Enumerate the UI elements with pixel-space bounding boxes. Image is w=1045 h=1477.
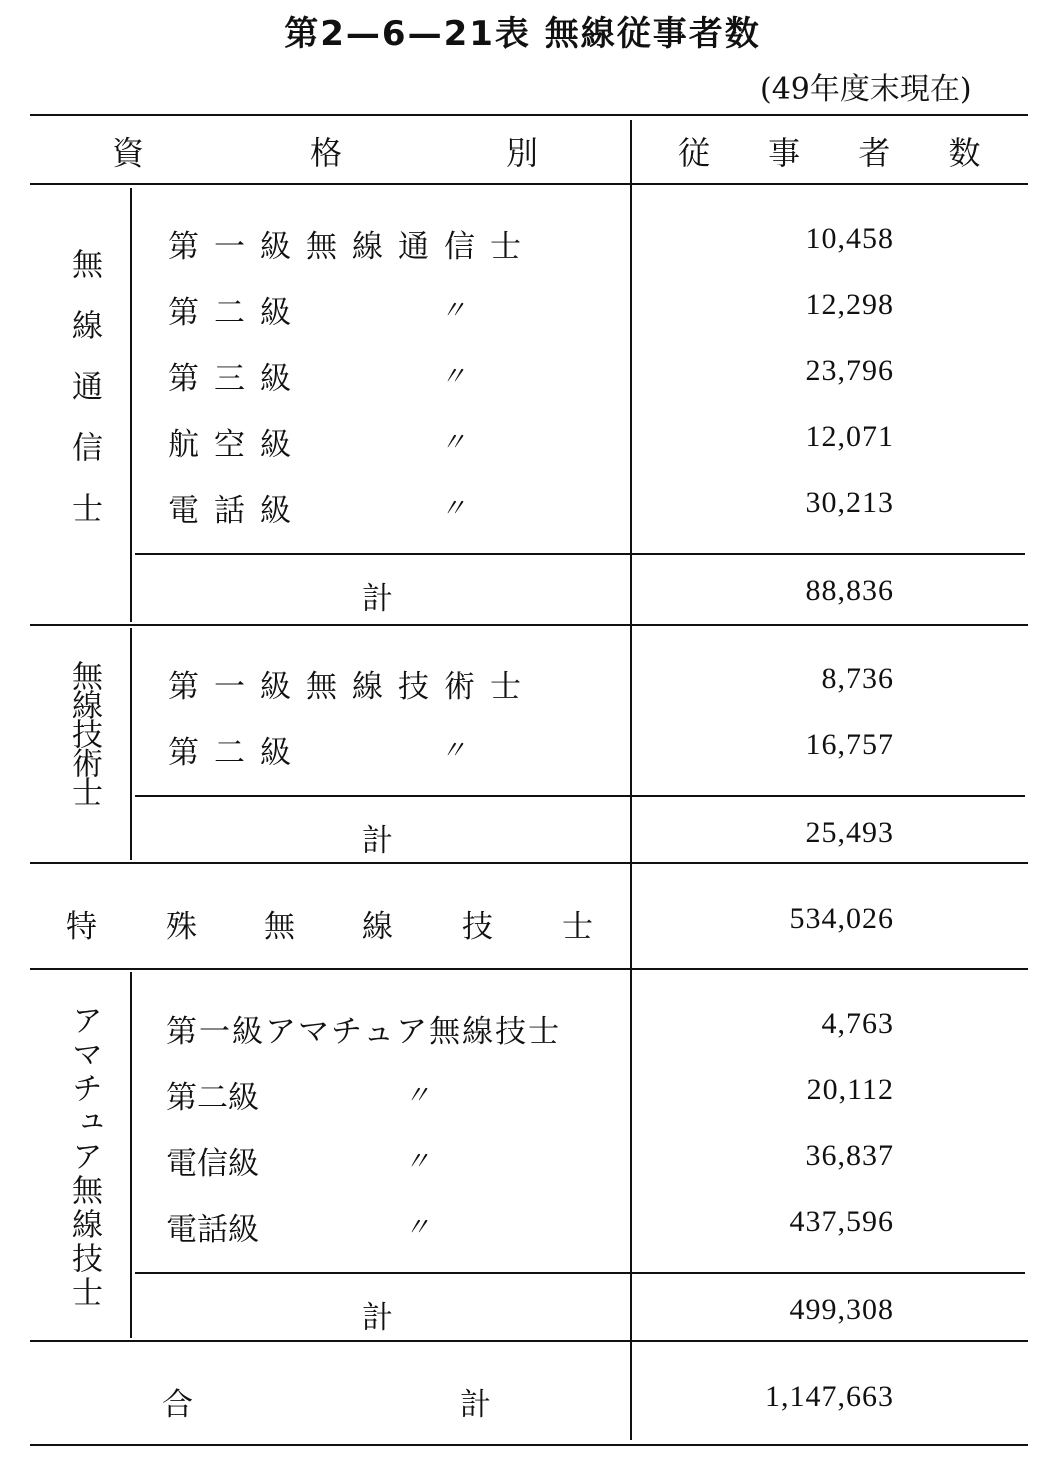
special-value: 534,026 bbox=[789, 902, 894, 935]
g2-row-1-value: 8,736 bbox=[821, 662, 894, 695]
g4-row-3-name: 電信級 bbox=[166, 1146, 259, 1182]
g2-subtotal-rule bbox=[135, 795, 1025, 797]
g4-label: アマチュア無線技士 bbox=[66, 1004, 102, 1310]
g1-subtotal-label: 計 bbox=[362, 581, 393, 617]
g4-row-1-name: 第一級アマチュア無線技士 bbox=[166, 1014, 562, 1050]
g1-row-4-ditto: 〃 bbox=[440, 428, 467, 458]
g1-end-rule bbox=[30, 624, 1028, 626]
special-end-rule bbox=[30, 968, 1028, 970]
g1-label-rule bbox=[130, 188, 132, 622]
g1-row-4-name: 航空級 bbox=[168, 427, 306, 463]
g1-row-2-ditto: 〃 bbox=[440, 296, 467, 326]
g2-row-1-name: 第一級無線技術士 bbox=[168, 669, 536, 705]
g2-row-2-value: 16,757 bbox=[805, 728, 894, 761]
g2-subtotal-label: 計 bbox=[362, 823, 393, 859]
bottom-rule bbox=[30, 1444, 1028, 1446]
special-char-1: 特 bbox=[66, 909, 97, 945]
special-char-6: 士 bbox=[562, 909, 593, 945]
g4-row-4-value: 437,596 bbox=[789, 1205, 894, 1238]
g1-row-1-value: 10,458 bbox=[805, 222, 894, 255]
table-title: 第2—6—21表 無線従事者数 bbox=[284, 14, 761, 54]
g2-label-rule bbox=[130, 628, 132, 860]
grand-total-label-1: 合 bbox=[162, 1387, 193, 1423]
g2-label: 無線技術士 bbox=[66, 660, 102, 805]
special-char-3: 無 bbox=[264, 909, 295, 945]
g1-row-5-value: 30,213 bbox=[805, 486, 894, 519]
as-of-note: (49年度末現在) bbox=[760, 72, 972, 107]
g4-subtotal-value: 499,308 bbox=[789, 1293, 894, 1326]
g1-row-2-name: 第二級 bbox=[168, 295, 306, 331]
g2-row-2-name: 第二級 bbox=[168, 735, 306, 771]
g4-row-3-ditto: 〃 bbox=[404, 1147, 431, 1177]
g4-label-rule bbox=[130, 972, 132, 1338]
g1-row-3-value: 23,796 bbox=[805, 354, 894, 387]
top-rule bbox=[30, 114, 1028, 116]
g1-row-2-value: 12,298 bbox=[805, 288, 894, 321]
g1-row-5-ditto: 〃 bbox=[440, 494, 467, 524]
g4-row-2-ditto: 〃 bbox=[404, 1081, 431, 1111]
g2-row-2-ditto: 〃 bbox=[440, 736, 467, 766]
header-col2: 従 事 者 数 bbox=[678, 134, 1005, 172]
special-char-2: 殊 bbox=[166, 909, 197, 945]
g4-row-3-value: 36,837 bbox=[805, 1139, 894, 1172]
g1-row-1-name: 第一級無線通信士 bbox=[168, 229, 536, 265]
g4-row-1-value: 4,763 bbox=[821, 1007, 894, 1040]
g1-row-3-ditto: 〃 bbox=[440, 362, 467, 392]
g4-row-4-name: 電話級 bbox=[166, 1212, 259, 1248]
header-col1-char-2: 格 bbox=[310, 134, 343, 172]
grand-total-value: 1,147,663 bbox=[765, 1380, 894, 1413]
grand-total-label-2: 計 bbox=[460, 1387, 491, 1423]
g4-row-2-value: 20,112 bbox=[806, 1073, 894, 1106]
g2-end-rule bbox=[30, 862, 1028, 864]
header-rule bbox=[30, 183, 1028, 185]
special-char-4: 線 bbox=[362, 909, 393, 945]
value-column-rule bbox=[630, 120, 632, 1440]
g2-subtotal-value: 25,493 bbox=[805, 816, 894, 849]
header-col1-char-1: 資 bbox=[112, 134, 145, 172]
g1-subtotal-value: 88,836 bbox=[805, 574, 894, 607]
g1-subtotal-rule bbox=[135, 553, 1025, 555]
special-char-5: 技 bbox=[462, 909, 493, 945]
g1-row-3-name: 第三級 bbox=[168, 361, 306, 397]
g4-row-4-ditto: 〃 bbox=[404, 1213, 431, 1243]
g4-subtotal-label: 計 bbox=[362, 1300, 393, 1336]
g1-row-4-value: 12,071 bbox=[805, 420, 894, 453]
g1-row-5-name: 電話級 bbox=[168, 493, 306, 529]
header-col1-char-3: 別 bbox=[506, 134, 539, 172]
g4-row-2-name: 第二級 bbox=[166, 1080, 259, 1116]
g4-end-rule bbox=[30, 1340, 1028, 1342]
g1-label: 無線通信士 bbox=[66, 248, 102, 553]
g4-subtotal-rule bbox=[135, 1272, 1025, 1274]
